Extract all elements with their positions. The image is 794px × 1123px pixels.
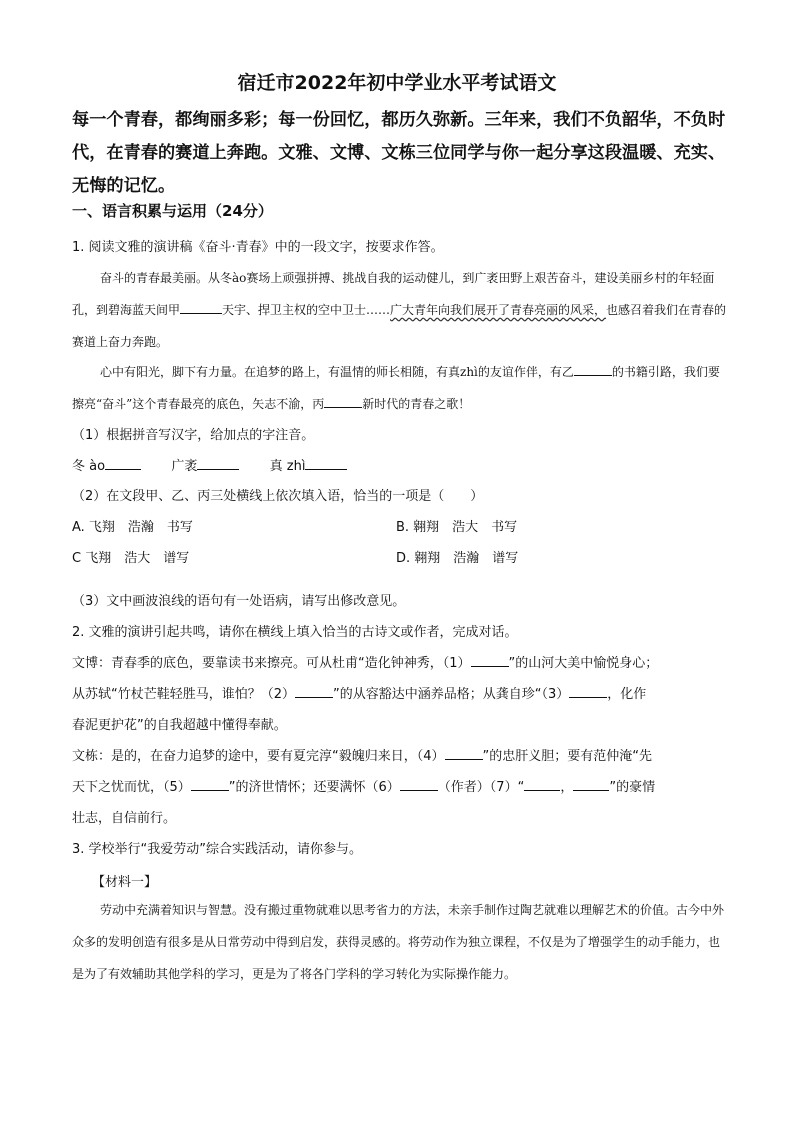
passage-2 [72, 356, 728, 420]
question-1-stem: 1. 阅读文雅的演讲稿《奋斗·青春》中的一段文字，按要求作答。 [72, 240, 444, 255]
option-c[interactable]: C 飞翔 浩大 谱写 [72, 551, 190, 566]
passage-1-text-a: 奋斗的青春最美丽。从冬ào赛场上顽强拼搏、挑战自我的运动健儿，到广袤田野上艰苦奋斗，建设美丽乡村的年轻面孔，到碧海蓝天间甲 [72, 271, 715, 317]
question-2-stem: 2. 文雅的演讲引起共鸣，请你在横线上填入恰当的古诗文或作者，完成对话。 [72, 625, 518, 640]
dialogue-line-3: 春泥更护花”的自我超越中懂得奉献。 [72, 718, 287, 733]
dialogue-line-2 [72, 683, 646, 702]
dialogue-text: 从苏轼“竹杖芒鞋轻胜马，谁怕？（2） [72, 687, 296, 702]
dialogue-text: ”的济世情怀；还要满怀（6） [228, 780, 400, 795]
poem-blank-2[interactable] [295, 685, 333, 698]
dialogue-text: 文博：青春季的底色，要靠读书来擦亮。可从杜甫“造化钟神秀，（1） [72, 656, 471, 671]
material-heading: 【材料一】 [92, 875, 158, 890]
pinyin-item-c: 真 zhì [269, 459, 306, 474]
answer-blank-c[interactable] [305, 457, 347, 470]
sub-question-1: （1）根据拼音写汉字，给加点的字注音。 [72, 428, 315, 443]
dialogue-text: ， [560, 780, 574, 795]
blank-jia [180, 301, 222, 314]
dialogue-line-1 [72, 652, 658, 671]
question-3-stem: 3. 学校举行“我爱劳动”综合实践活动，请你参与。 [72, 842, 363, 857]
section-heading: 一、语言积累与运用（24分） [72, 202, 273, 220]
dialogue-text: ”的豪情 [609, 780, 656, 795]
author-blank-6[interactable] [400, 778, 438, 791]
blank-yi [574, 363, 612, 376]
dialogue-text: 文栋：是的，在奋力追梦的途中，要有夏完淳“毅魄归来日，（4） [72, 749, 445, 764]
passage-1 [72, 262, 728, 358]
option-a[interactable]: A. 飞翔 浩瀚 书写 [72, 520, 193, 535]
dialogue-text: ”的山河大美中愉悦身心； [508, 656, 659, 671]
passage-2-text-c: 新时代的青春之歌！ [362, 397, 471, 411]
blank-bing [324, 395, 362, 408]
option-d[interactable]: D. 翱翔 浩瀚 谱写 [396, 551, 519, 566]
dialogue-text: ，化作 [607, 687, 647, 702]
sub-question-3: （3）文中画波浪线的语句有一处语病，请写出修改意见。 [72, 594, 406, 609]
dialogue-line-4 [72, 745, 652, 764]
passage-1-text-c: 也感召着我们在青春的赛道上奋力奔跑。 [72, 303, 727, 349]
passage-2-text-a: 心中有阳光，脚下有力量。在追梦的路上，有温情的师长相随，有真zhì的友谊作伴，有乙 [100, 365, 574, 379]
pinyin-row [72, 455, 347, 474]
material-1-text: 劳动中充满着知识与智慧。没有搬过重物就难以思考省力的方法，未亲手制作过陶艺就难以理解艺术的价值。古今中外众多的发明创造有很多是从日常劳动中得到启发，获得灵感的。将劳动作为独立课程，不仅是为了增强学生的动手能力，也是为了有效辅助其他学科的学习，更是为了将各门学科的学习转化为实际操作能力。 [72, 903, 725, 981]
dialogue-text: （作者）（7）“ [437, 780, 525, 795]
answer-blank-b[interactable] [197, 457, 239, 470]
poem-blank-7a[interactable] [524, 778, 560, 791]
passage-1-text-b: 天宇、捍卫主权的空中卫士…… [222, 303, 391, 317]
pinyin-item-a: 冬 ào [72, 459, 106, 474]
answer-blank-a[interactable] [105, 457, 141, 470]
option-b[interactable]: B. 翱翔 浩大 书写 [396, 520, 518, 535]
pinyin-item-b: 广袤 [171, 459, 198, 474]
poem-blank-7b[interactable] [573, 778, 609, 791]
exam-title: 宿迁市2022年初中学业水平考试语文 [237, 72, 557, 94]
dialogue-line-5 [72, 776, 655, 795]
dialogue-text: ”的从容豁达中涵养品格；从龚自珍“（3） [333, 687, 570, 702]
sub-question-2: （2）在文段甲、乙、丙三处横线上依次填入语，恰当的一项是（ ） [72, 489, 484, 504]
poem-blank-3[interactable] [569, 685, 607, 698]
passage-2-text-b: 的书籍引路，我们要擦亮“奋斗”这个青春最亮的底色，矢志不渝，丙 [72, 365, 720, 411]
dialogue-text: ”的忠肝义胆；要有范仲淹“先 [482, 749, 652, 764]
dialogue-text: 天下之忧而忧，（5） [72, 780, 191, 795]
wavy-underlined-sentence: 广大青年向我们展开了青春亮丽的风采， [390, 303, 607, 317]
poem-blank-1[interactable] [471, 654, 509, 667]
dialogue-line-6: 壮志，自信前行。 [72, 811, 177, 826]
poem-blank-5[interactable] [191, 778, 229, 791]
poem-blank-4[interactable] [445, 747, 483, 760]
intro-paragraph: 每一个青春，都绚丽多彩；每一份回忆，都历久弥新。三年来，我们不负韶华，不负时代，在青春的赛道上奔跑。文雅、文博、文栋三位同学与你一起分享这段温暖、充实、无悔的记忆。 [72, 110, 726, 196]
